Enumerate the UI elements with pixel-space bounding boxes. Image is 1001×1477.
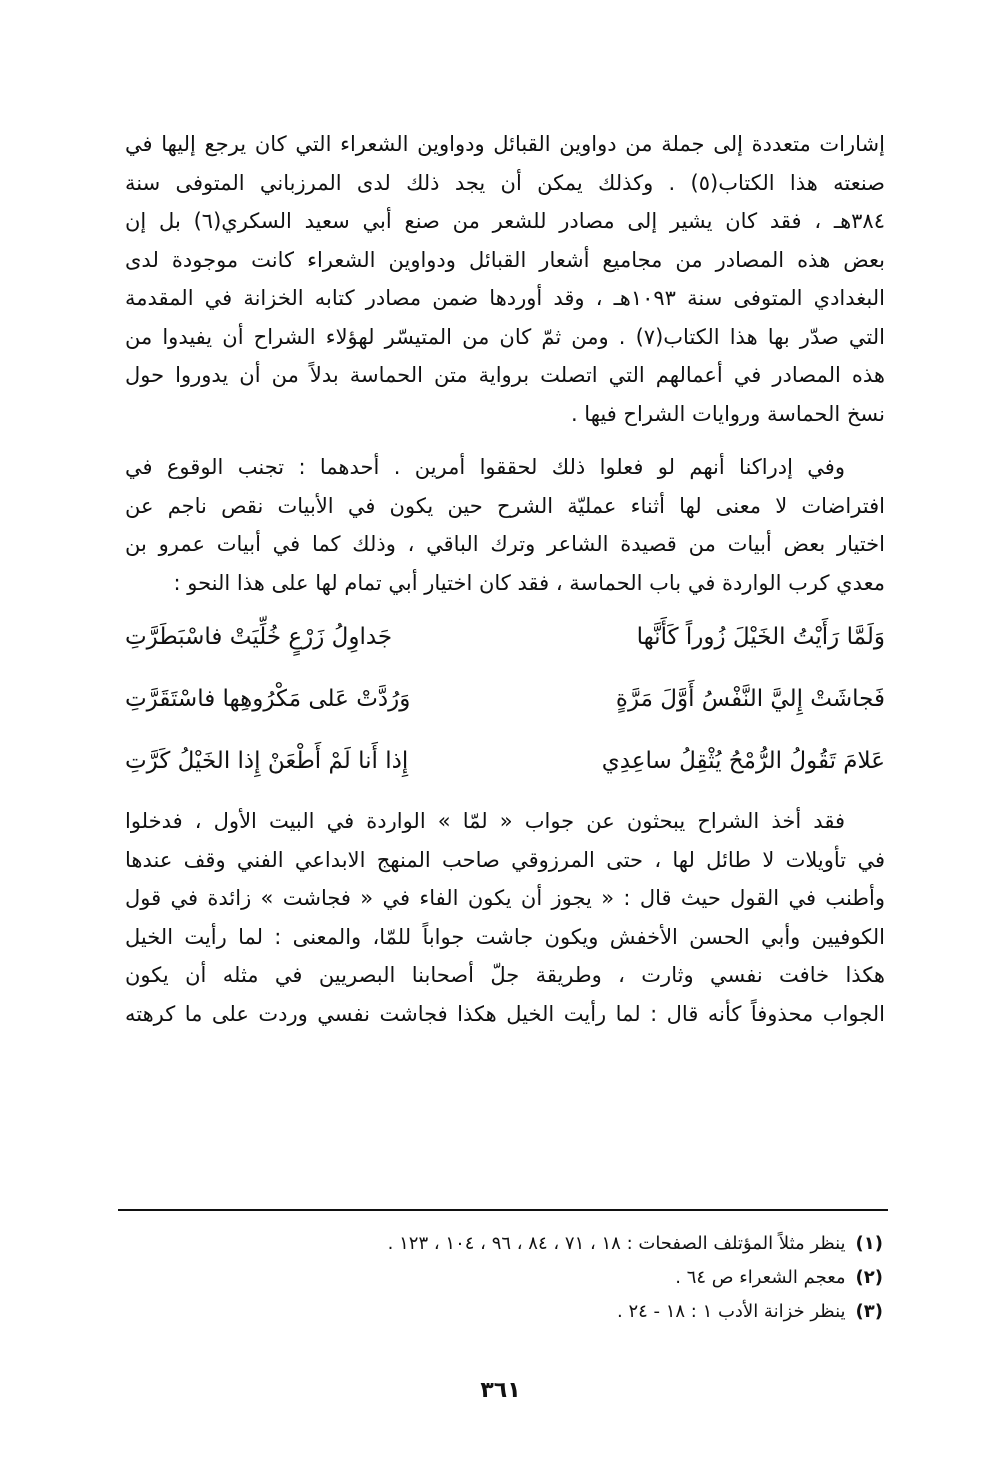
text-line: اختيار بعض أبيات من قصيدة الشاعر وترك الباقي ، وذلك كما في أبيات عمرو بن [125,532,885,556]
verse-first-hemistich: فَجاشَتْ إِليَّ النَّفْسُ أَوَّلَ مَرَّةٍ [615,686,885,712]
page-number: ٣٦١ [480,1378,521,1403]
footnote-text: ينظر مثلاً المؤتلف الصفحات : ١٨ ، ٧١ ، ٨٤ ، ٩٦ ، ١٠٤ ، ١٢٣ . [387,1232,846,1254]
text-line: الكوفيين وأبي الحسن الأخفش ويكون جاشت جواباً للمّا، والمعنى : لما رأيت الخيل [125,924,885,949]
footnote-number: (٢) [855,1266,883,1288]
footnote [283,1294,883,1328]
text-line: التي صدّر بها هذا الكتاب(٧) . ومن ثمّ كان من المتيسّر لهؤلاء الشراح أن يفيدوا من [125,324,885,349]
text-line: بعض هذه المصادر من مجاميع أشعار القبائل ودواوين الشعراء كانت موجودة لدى [125,247,885,272]
text-line: ٣٨٤هـ ، فقد كان يشير إلى مصادر للشعر من صنع أبي سعيد السكري(٦) بل إن [125,209,885,233]
footnote [283,1260,883,1294]
text-line: صنعته هذا الكتاب(٥) . وكذلك يمكن أن يجد ذلك لدى المرزباني المتوفى سنة [125,170,885,195]
text-line: الجواب محذوفاً كأنه قال : لما رأيت الخيل هكذا فجاشت نفسي وردت على ما كرهته [125,1001,885,1026]
footnotes [283,1226,883,1328]
verse-first-hemistich: عَلامَ تَقُولُ الرُّمْحُ يُثْقِلُ ساعِدِي [601,748,885,774]
verse-second-hemistich: وَرُدَّتْ عَلى مَكْرُوهِها فاسْتَقَرَّتِ [125,686,411,712]
paragraph-1 [125,125,885,433]
page-body [125,125,885,1033]
verse-line [125,668,885,730]
paragraph-3 [125,802,885,1033]
verse-line [125,606,885,668]
verse-first-hemistich: وَلَمَّا رَأَيْتُ الخَيْلَ زُوراً كَأَنَّها [636,624,885,650]
text-line: وأطنب في القول حيث قال : « يجوز أن يكون الفاء في « فجاشت » زائدة في قول [125,886,885,910]
text-line: في تأويلات لا طائل لها ، حتى المرزوقي صاحب المنهج الابداعي الفني وقف عندها [125,847,885,872]
text-line: إشارات متعددة إلى جملة من دواوين القبائل ودواوين الشعراء التي كان يرجع إليها في [125,132,885,156]
text-line: افتراضات لا معنى لها أثناء عمليّة الشرح حين يكون في الأبيات نقص ناجم عن [125,493,885,518]
text-line: هكذا خافت نفسي وثارت ، وطريقة جلّ أصحابنا البصريين في مثله أن يكون [125,963,885,987]
text-line: معدي كرب الواردة في باب الحماسة ، فقد كان اختيار أبي تمام لها على هذا النحو : [173,570,885,595]
text-line: فقد أخذ الشراح يبحثون عن جواب « لمّا » الواردة في البيت الأول ، فدخلوا [125,809,845,833]
poem-verses [125,606,885,792]
footnote-number: (٣) [855,1300,883,1322]
text-line: هذه المصادر في أعمالهم التي اتصلت برواية متن الحماسة بدلاً من أن يدوروا حول [125,363,885,387]
verse-second-hemistich: جَداوِلُ زَرْعٍ خُلِّيَتْ فاسْبَطَرَّتِ [125,624,393,650]
verse-second-hemistich: إِذا أَنا لَمْ أَطْعَنْ إِذا الخَيْلُ كَرَّتِ [125,748,409,774]
text-line: البغدادي المتوفى سنة ١٠٩٣هـ ، وقد أوردها ضمن مصادر كتابه الخزانة في المقدمة [125,286,885,310]
paragraph-2 [125,448,885,602]
footnote-number: (١) [855,1232,883,1254]
footnote [283,1226,883,1260]
verse-line [125,730,885,792]
text-line: نسخ الحماسة وروايات الشراح فيها . [570,401,885,426]
footnote-text: ينظر خزانة الأدب ١ : ١٨ - ٢٤ . [616,1300,846,1322]
footnote-text: معجم الشعراء ص ٦٤ . [675,1266,846,1288]
footnote-separator [118,1209,888,1211]
text-line: وفي إدراكنا أنهم لو فعلوا ذلك لحققوا أمرين . أحدهما : تجنب الوقوع في [125,455,845,479]
